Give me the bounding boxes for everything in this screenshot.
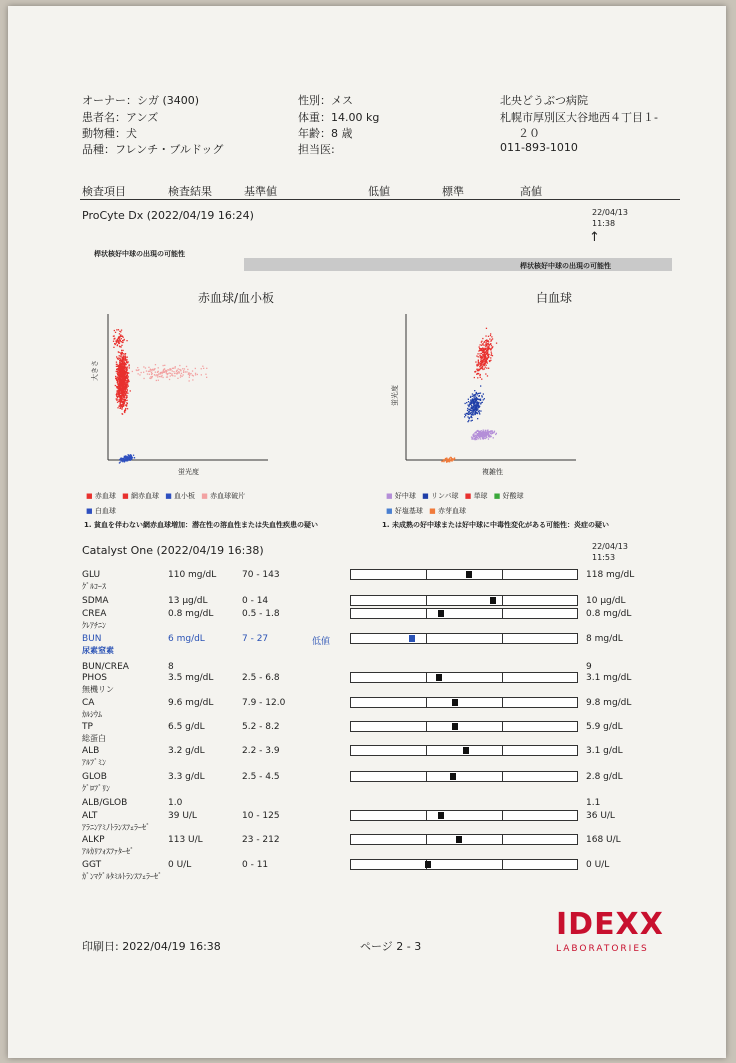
legend-plt: 血小板 — [174, 492, 196, 500]
legend-baso: 好塩基球 — [394, 507, 423, 515]
test-subname: ｱﾙｶﾘﾌｫｽﾌｧﾀｰｾﾞ — [82, 847, 134, 856]
legend-frag: 赤血球破片 — [210, 492, 246, 500]
col-high: 高値 — [520, 185, 542, 198]
gauge-marker — [409, 635, 415, 642]
logo-text: IDEXX — [556, 907, 664, 942]
test-prev-result: 3.1 mg/dL — [586, 673, 632, 683]
gauge-marker — [490, 597, 496, 604]
arrow-up-icon: ↑ — [589, 230, 600, 245]
test-result: 1.0 — [168, 798, 183, 808]
test-subname: ｶﾙｼｳﾑ — [82, 710, 102, 719]
clinic-address-2: ２０ — [518, 127, 540, 140]
wbc-x-label: 複雑性 — [482, 468, 503, 476]
clinic-name: 北央どうぶつ病院 — [500, 94, 588, 107]
patient-label: 患者名：アンズ — [82, 111, 159, 124]
test-subname: ｸﾚｱﾁﾆﾝ — [82, 621, 106, 630]
gauge-marker — [438, 812, 444, 819]
test-name: PHOS — [82, 673, 107, 683]
gauge-marker — [425, 861, 431, 868]
legend-nrbc: 赤芽血球 — [437, 507, 466, 515]
test-result: 110 mg/dL — [168, 570, 217, 580]
test-ref-range: 0 - 11 — [242, 860, 269, 870]
wbc-plot-title: 白血球 — [536, 291, 573, 305]
test-ref-range: 7 - 27 — [242, 634, 269, 644]
test-prev-result: 118 mg/dL — [586, 570, 635, 580]
catalyst-prev-time: 11:53 — [592, 553, 616, 562]
wbc-scatter-plot — [386, 310, 586, 482]
test-subname: ｱﾗﾆﾝｱﾐﾉﾄﾗﾝｽﾌｪﾗｰｾﾞ — [82, 823, 150, 832]
procyte-flag-right: 桿状核好中球の出現の可能性 — [520, 262, 611, 270]
result-row — [8, 570, 726, 591]
gauge-marker — [452, 723, 458, 730]
test-name: ALB — [82, 746, 100, 756]
col-item: 検査項目 — [82, 185, 126, 198]
procyte-title: ProCyte Dx (2022/04/19 16:24) — [82, 209, 254, 222]
rbc-note: 1. 貧血を伴わない網赤血球増加：潜在性の溶血性または失血性疾患の疑い — [84, 521, 318, 529]
result-row — [8, 811, 726, 832]
gauge-marker — [452, 699, 458, 706]
range-gauge — [350, 721, 578, 732]
test-subname: ｱﾙﾌﾞﾐﾝ — [82, 758, 106, 767]
test-subname: 尿素窒素 — [82, 646, 114, 655]
test-prev-result: 10 µg/dL — [586, 596, 626, 606]
test-prev-result: 9 — [586, 662, 592, 672]
test-result: 0 U/L — [168, 860, 192, 870]
clinic-phone: 011-893-1010 — [500, 141, 578, 154]
legend-lymph: リンパ球 — [430, 492, 459, 500]
range-gauge — [350, 745, 578, 756]
test-name: ALT — [82, 811, 98, 821]
test-result: 3.3 g/dL — [168, 772, 205, 782]
test-name: BUN — [82, 634, 102, 644]
gauge-marker — [463, 747, 469, 754]
result-row — [8, 722, 726, 743]
result-row — [8, 673, 726, 694]
legend-mono: 単球 — [473, 492, 488, 500]
test-prev-result: 8 mg/dL — [586, 634, 623, 644]
wbc-note: 1. 未成熟の好中球または好中球に中毒性変化がある可能性：炎症の疑い — [382, 521, 609, 529]
range-gauge — [350, 771, 578, 782]
result-row — [8, 634, 726, 655]
vet-label: 担当医: — [298, 143, 335, 156]
species-label: 動物種：犬 — [82, 127, 137, 140]
rbc-x-label: 蛍光度 — [178, 468, 199, 476]
test-result: 113 U/L — [168, 835, 203, 845]
range-gauge — [350, 595, 578, 606]
header-rule — [80, 199, 680, 200]
legend-retic: 網赤血球 — [130, 492, 159, 500]
result-row — [8, 746, 726, 767]
legend-neut: 好中球 — [394, 492, 416, 500]
col-result: 検査結果 — [168, 185, 212, 198]
clinic-address-1: 札幌市厚別区大谷地西４丁目１- — [500, 111, 658, 124]
test-prev-result: 36 U/L — [586, 811, 615, 821]
test-result: 13 µg/dL — [168, 596, 208, 606]
test-result: 0.8 mg/dL — [168, 609, 214, 619]
test-ref-range: 2.5 - 6.8 — [242, 673, 280, 683]
page-number: ページ 2 - 3 — [360, 940, 422, 953]
procyte-flag-left: 桿状核好中球の出現の可能性 — [94, 250, 185, 258]
procyte-prev-time: 11:38 — [592, 219, 616, 228]
range-gauge — [350, 672, 578, 683]
range-gauge — [350, 810, 578, 821]
test-result: 3.2 g/dL — [168, 746, 205, 756]
report-page — [8, 6, 726, 1058]
weight-label: 体重：14.00 kg — [298, 111, 380, 124]
rbc-legend-2: ■ 白血球 — [86, 507, 116, 515]
test-result: 9.6 mg/dL — [168, 698, 214, 708]
procyte-prev-date: 22/04/13 — [592, 208, 628, 217]
test-subname: 総蛋白 — [82, 734, 106, 743]
age-label: 年齢：8 歳 — [298, 127, 353, 140]
result-row — [8, 698, 726, 719]
test-ref-range: 70 - 143 — [242, 570, 280, 580]
test-ref-range: 10 - 125 — [242, 811, 280, 821]
gauge-marker — [438, 610, 444, 617]
test-name: GLOB — [82, 772, 107, 782]
range-gauge — [350, 834, 578, 845]
result-row — [8, 772, 726, 793]
test-name: GLU — [82, 570, 101, 580]
wbc-legend: ■ 好中球 ■ リンパ球 ■ 単球 ■ 好酸球 — [386, 492, 524, 500]
range-gauge — [350, 608, 578, 619]
test-subname: ｸﾞﾙｺｰｽ — [82, 582, 106, 591]
breed-label: 品種：フレンチ・ブルドッグ — [82, 143, 224, 156]
test-ref-range: 0.5 - 1.8 — [242, 609, 280, 619]
rbc-y-label: 大きさ — [91, 360, 99, 381]
legend-eos: 好酸球 — [502, 492, 524, 500]
test-result: 6.5 g/dL — [168, 722, 205, 732]
test-name: TP — [82, 722, 93, 732]
test-subname: ｸﾞﾛﾌﾞﾘﾝ — [82, 784, 110, 793]
test-result: 3.5 mg/dL — [168, 673, 214, 683]
test-prev-result: 5.9 g/dL — [586, 722, 623, 732]
rbc-scatter-plot — [88, 310, 278, 482]
range-gauge — [350, 859, 578, 870]
test-name: CA — [82, 698, 95, 708]
result-row — [8, 609, 726, 630]
test-prev-result: 0 U/L — [586, 860, 610, 870]
test-name: BUN/CREA — [82, 662, 129, 672]
test-result: 6 mg/dL — [168, 634, 205, 644]
wbc-y-label: 蛍光度 — [391, 385, 399, 406]
gauge-marker — [450, 773, 456, 780]
rbc-legend: ■ 赤血球 ■ 網赤血球 ■ 血小板 ■ 赤血球破片 — [86, 492, 246, 500]
test-flag: 低値 — [312, 637, 331, 647]
test-ref-range: 2.2 - 3.9 — [242, 746, 280, 756]
col-ref: 基準値 — [244, 185, 277, 198]
range-gauge — [350, 697, 578, 708]
gauge-marker — [436, 674, 442, 681]
printed-date: 印刷日: 2022/04/19 16:38 — [82, 940, 221, 953]
test-result: 39 U/L — [168, 811, 197, 821]
test-ref-range: 5.2 - 8.2 — [242, 722, 280, 732]
test-prev-result: 2.8 g/dL — [586, 772, 623, 782]
catalyst-prev-date: 22/04/13 — [592, 542, 628, 551]
test-name: GGT — [82, 860, 102, 870]
result-row — [8, 860, 726, 881]
rbc-plot-title: 赤血球/血小板 — [198, 291, 275, 305]
test-subname: ｶﾞﾝﾏｸﾞﾙﾀﾐﾙﾄﾗﾝｽﾌｪﾗｰｾﾞ — [82, 872, 162, 881]
test-ref-range: 2.5 - 4.5 — [242, 772, 280, 782]
gauge-marker — [456, 836, 462, 843]
range-gauge — [350, 569, 578, 580]
test-name: SDMA — [82, 596, 109, 606]
result-row — [8, 835, 726, 856]
test-prev-result: 9.8 mg/dL — [586, 698, 632, 708]
sex-label: 性別：メス — [298, 94, 353, 107]
owner-label: オーナー：シガ (3400) — [82, 94, 200, 107]
range-gauge — [350, 633, 578, 644]
catalyst-title: Catalyst One (2022/04/19 16:38) — [82, 544, 264, 557]
test-prev-result: 3.1 g/dL — [586, 746, 623, 756]
wbc-legend-2: ■ 好塩基球 ■ 赤芽血球 — [386, 507, 466, 515]
test-ref-range: 7.9 - 12.0 — [242, 698, 286, 708]
idexx-logo — [556, 907, 664, 954]
test-name: ALKP — [82, 835, 105, 845]
test-ref-range: 0 - 14 — [242, 596, 269, 606]
legend-rbc: 赤血球 — [94, 492, 116, 500]
test-prev-result: 168 U/L — [586, 835, 621, 845]
col-low: 低値 — [368, 185, 390, 198]
test-name: ALB/GLOB — [82, 798, 128, 808]
col-normal: 標準 — [442, 185, 464, 198]
test-prev-result: 1.1 — [586, 798, 601, 808]
legend-wbc: 白血球 — [94, 507, 116, 515]
gauge-marker — [466, 571, 472, 578]
test-subname: 無機リン — [82, 685, 114, 694]
test-name: CREA — [82, 609, 107, 619]
test-prev-result: 0.8 mg/dL — [586, 609, 632, 619]
logo-subtext: LABORATORIES — [556, 944, 649, 954]
test-ref-range: 23 - 212 — [242, 835, 280, 845]
test-result: 8 — [168, 662, 174, 672]
